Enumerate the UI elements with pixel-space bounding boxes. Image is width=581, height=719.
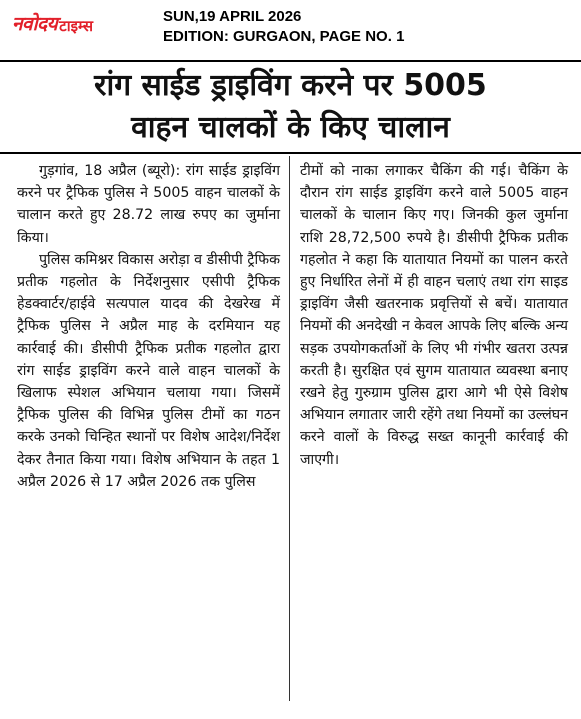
article-headline [0,62,581,154]
logo-main-text: नवोदय [12,13,58,35]
edition-info: EDITION: GURGAON, PAGE NO. 1 [163,28,405,45]
article-column-right [300,160,568,471]
publication-date: SUN,19 APRIL 2026 [163,8,302,25]
article-paragraph: पुलिस कमिश्नर विकास अरोड़ा व डीसीपी ट्रैफिक प्रतीक गहलोत के निर्देशनुसार एसीपी ट्रैफिक हेडक्वार्टर/हाईवे सत्यपाल यादव की देखरेख में ट्रैफिक पुलिस ने अप्रैल माह के दरमियान यह कार्रवाई की। डीसीपी ट्रैफिक प्रतीक गहलोत द्वारा रांग साईड ड्राइविंग करने वाले वाहन चालकों के खिलाफ स्पेशल अभियान चलाया गया। जिसमें ट्रैफिक पुलिस की विभिन्न पुलिस टीमों का गठन करके उनको चिन्हित स्थानों पर विशेष आदेश/निर्देश देकर तैनात किया गया। विशेष अभियान के तहत 1 अप्रैल 2026 से 17 अप्रैल 2026 तक पुलिस [17,251,281,490]
edition-meta [163,7,404,47]
masthead [0,0,581,62]
article-paragraph: गुड़गांव, 18 अप्रैल (ब्यूरो): रांग साईड ड्राइविंग करने पर ट्रैफिक पुलिस ने 5005 वाहन चालकों के चालान करते हुए 28.72 लाख रुपए का जुर्माना किया। [17,163,280,246]
article-column-left [17,160,280,493]
column-divider [289,156,290,701]
headline-line-2: वाहन चालकों के किए चालान [131,110,450,145]
article-paragraph: टीमों को नाका लगाकर चैकिंग की गई। चैकिंग के दौरान रांग साईड ड्राइविंग करने वाले 5005 वाहन चालकों के चालान किए गए। जिनकी कुल जुर्माना राशि 28,72,500 रुपये है। डीसीपी ट्रैफिक प्रतीक गहलोत ने कहा कि यातायात नियमों का पालन करते हुए निर्धारित लेनों में ही वाहन चलाएं तथा रांग साइड ड्राइविंग जैसी खतरनाक प्रवृत्तियों से बचें। यातायात नियमों की अनदेखी न केवल आपके लिए बल्कि अन्य सड़क उपयोगकर्ताओं के लिए भी गंभीर खतरा उत्पन्न करती है। सुरक्षित एवं सुगम यातायात व्यवस्था बनाए रखने हेतु गुरुग्राम पुलिस द्वारा आगे भी ऐसे विशेष अभियान लगातार जारी रहेंगे तथा नियमों का उल्लंघन करने वालों के विरुद्ध सख्त कानूनी कार्रवाई की जाएगी। [300,163,568,468]
logo-sub-text: टाइम्स [59,17,93,35]
headline-line-1: रांग साईड ड्राइविंग करने पर 5005 [94,68,487,103]
newspaper-logo [12,10,93,36]
